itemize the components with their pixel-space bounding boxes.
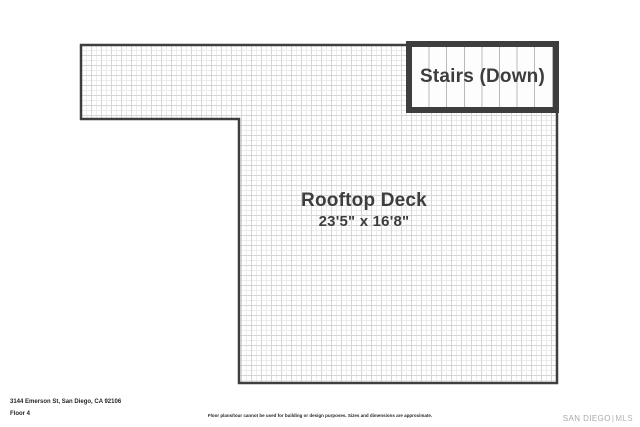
sandiego-mls-logo <box>563 414 633 423</box>
room-label-block <box>214 190 514 231</box>
room-dimensions: 23'5" x 16'8" <box>318 212 410 230</box>
logo-secondary-text: MLS <box>615 414 633 423</box>
footer-floor-label: Floor 4 <box>10 411 31 417</box>
logo-primary-text: SAN DIEGO <box>562 414 611 423</box>
logo-separator: | <box>611 414 615 423</box>
room-name: Rooftop Deck <box>301 190 427 211</box>
footer-disclaimer: Floor plans/tour cannot be used for building or design purposes. Sizes and dimensions are approximate. <box>207 413 433 418</box>
stairs-label: Stairs (Down) <box>419 66 546 87</box>
stairs-box <box>406 41 559 113</box>
footer-address: 3144 Emerson St, San Diego, CA 92106 <box>10 399 122 405</box>
